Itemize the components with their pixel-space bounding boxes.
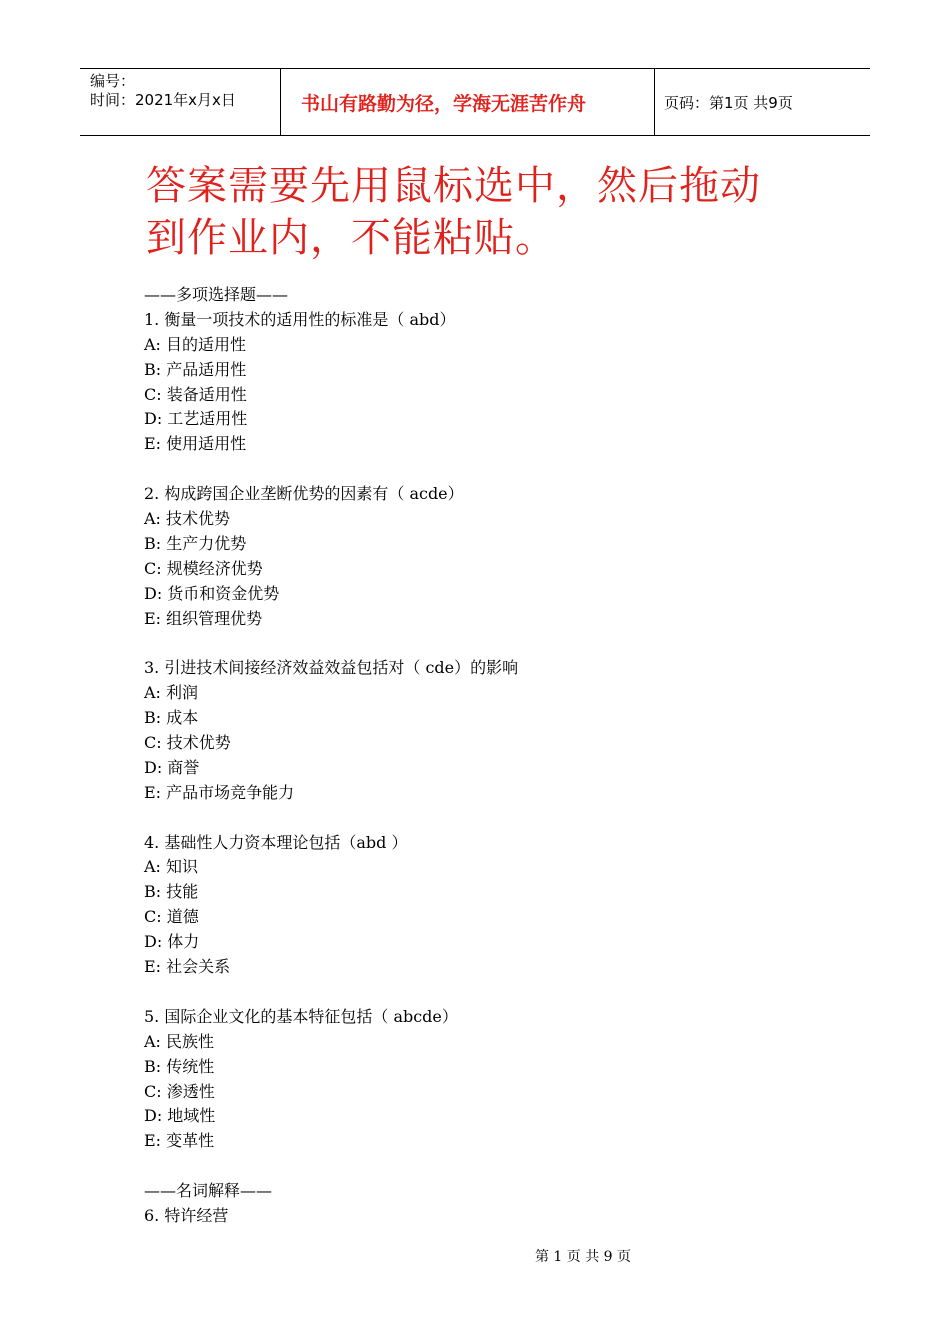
- instruction-line-2: 到作业内，不能粘贴。: [146, 215, 556, 261]
- document-number-label: 编号：: [90, 72, 136, 90]
- question-option: A: 目的适用性: [144, 334, 247, 354]
- question-option: A: 利润: [144, 683, 199, 703]
- header-page-cell: [655, 69, 870, 135]
- question-option: E: 使用适用性: [144, 434, 247, 454]
- page-footer: [0, 1246, 950, 1266]
- question-option: C: 道德: [144, 907, 199, 927]
- question-block: [144, 656, 844, 805]
- question-option: B: 成本: [144, 708, 199, 728]
- section-heading-term-explanation: ——名词解释——: [144, 1181, 273, 1201]
- question-option: A: 知识: [144, 857, 199, 877]
- blank-line: [144, 806, 844, 831]
- header-page-info: 页码：第1页 共9页: [664, 93, 793, 112]
- blank-line: [144, 631, 844, 656]
- question-option: A: 技术优势: [144, 509, 231, 529]
- question-option: E: 社会关系: [144, 957, 231, 977]
- question-option: A: 民族性: [144, 1031, 215, 1051]
- question-option: B: 生产力优势: [144, 533, 247, 553]
- question-option: C: 技术优势: [144, 733, 231, 753]
- question-option: E: 组织管理优势: [144, 608, 263, 628]
- question-option: B: 技能: [144, 882, 199, 902]
- question-block: [144, 308, 844, 457]
- question-option: B: 产品适用性: [144, 359, 247, 379]
- question-option: D: 地域性: [144, 1106, 216, 1126]
- blank-line: [144, 457, 844, 482]
- question-option: C: 规模经济优势: [144, 558, 263, 578]
- question-option: D: 体力: [144, 932, 200, 952]
- question-stem: 2. 构成跨国企业垄断优势的因素有（ acde）: [144, 484, 464, 504]
- question-option: E: 产品市场竞争能力: [144, 782, 295, 802]
- section-heading-multiple-choice: ——多项选择题——: [144, 285, 289, 304]
- question-stem: 1. 衡量一项技术的适用性的标准是（ abd）: [144, 309, 456, 329]
- header-meta-cell: [80, 69, 281, 135]
- question-block: [144, 1005, 844, 1154]
- question-stem: 4. 基础性人力资本理论包括（abd ）: [144, 832, 408, 852]
- question-block: [144, 831, 844, 980]
- question-option: D: 商誉: [144, 757, 200, 777]
- instruction-line-1: 答案需要先用鼠标选中，然后拖动: [146, 163, 761, 209]
- header-motto-cell: [281, 69, 655, 135]
- question-stem: 6. 特许经营: [144, 1205, 229, 1225]
- question-stem: 3. 引进技术间接经济效益效益包括对（ cde）的影响: [144, 658, 519, 678]
- question-option: D: 货币和资金优势: [144, 583, 280, 603]
- header-motto: 书山有路勤为径，学海无涯苦作舟: [301, 92, 587, 115]
- document-body: [144, 283, 844, 1229]
- instruction-banner: [146, 160, 836, 264]
- footer-page-number: 第 1 页 共 9 页: [534, 1249, 632, 1265]
- question-option: B: 传统性: [144, 1056, 215, 1076]
- blank-line: [144, 1154, 844, 1179]
- question-option: C: 装备适用性: [144, 384, 247, 404]
- blank-line: [144, 980, 844, 1005]
- question-block: [144, 482, 844, 631]
- document-header: [80, 68, 870, 136]
- question-option: E: 变革性: [144, 1131, 215, 1151]
- document-date: 时间：2021年x月x日: [90, 91, 236, 109]
- question-stem: 5. 国际企业文化的基本特征包括（ abcde）: [144, 1006, 458, 1026]
- question-option: C: 渗透性: [144, 1081, 215, 1101]
- question-option: D: 工艺适用性: [144, 409, 248, 429]
